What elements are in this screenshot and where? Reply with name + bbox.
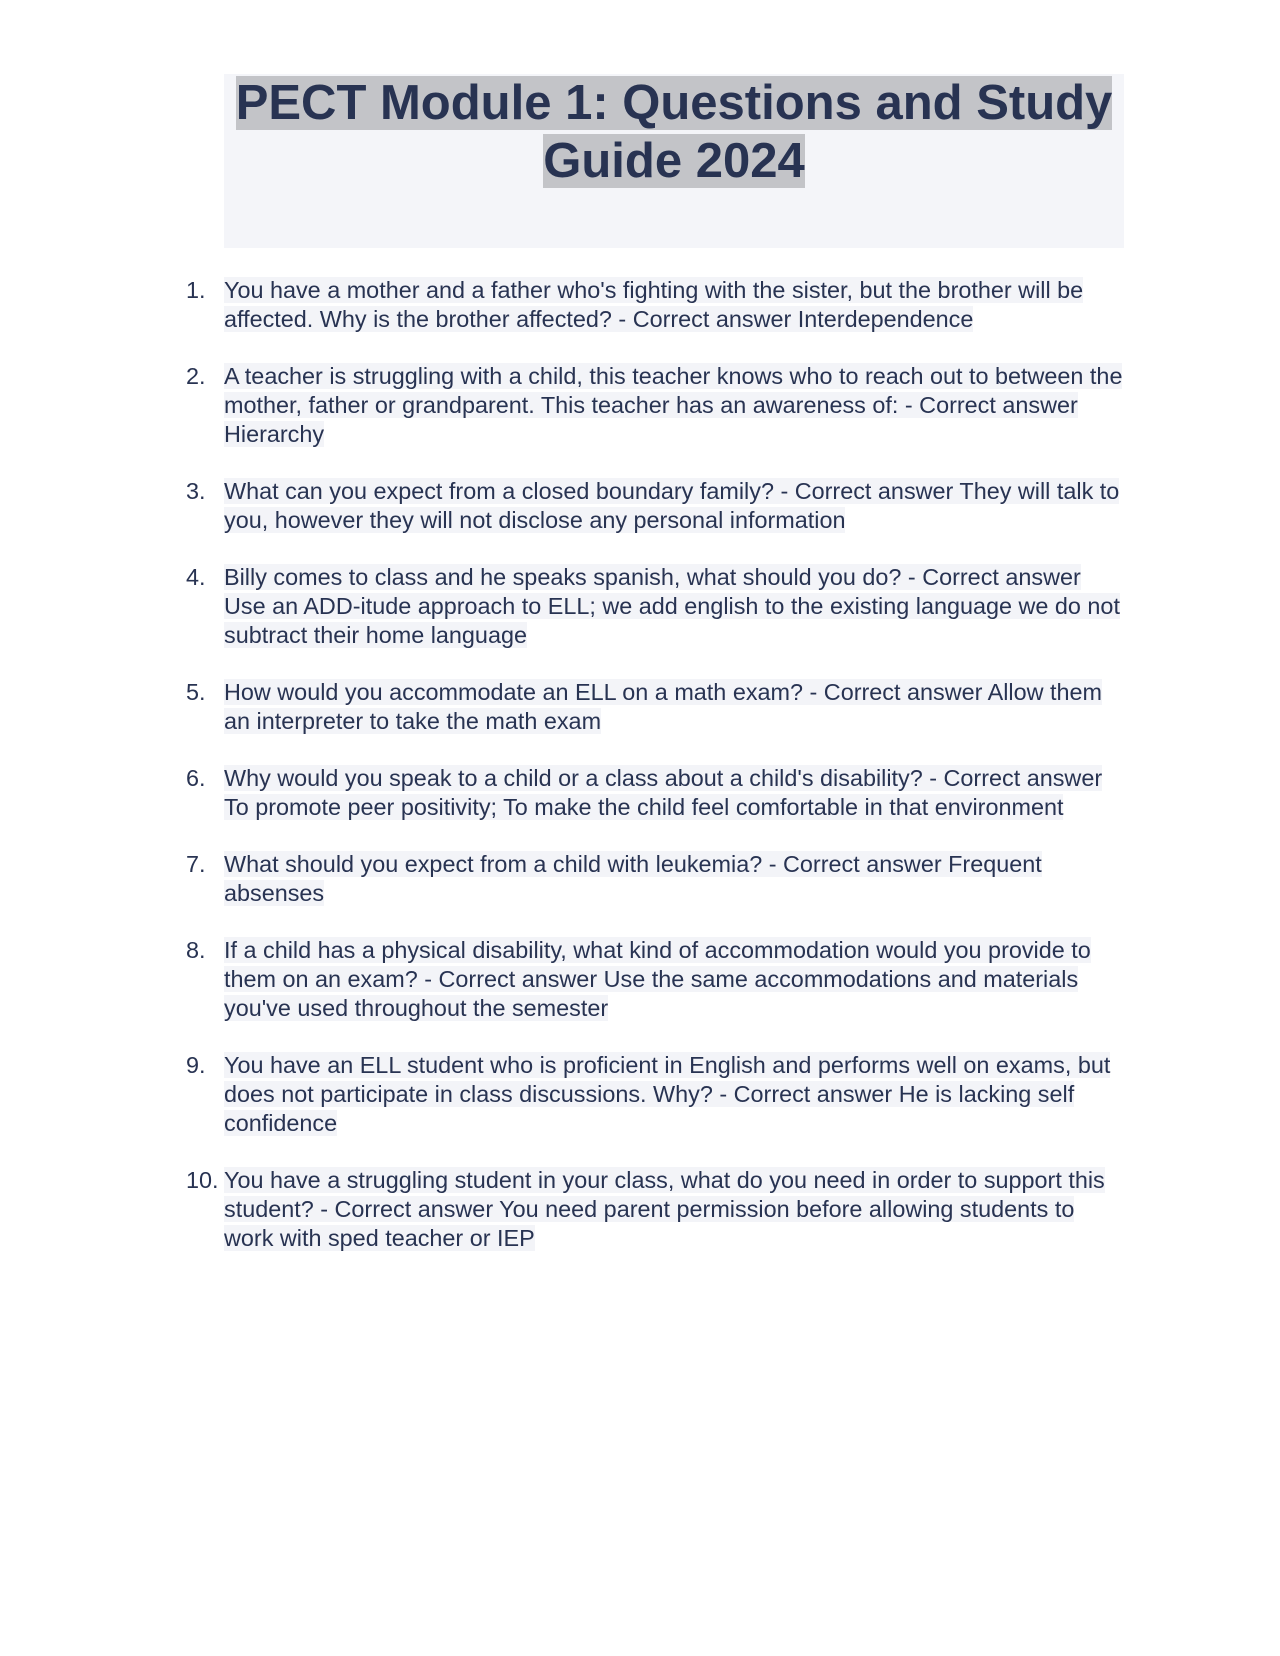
item-number: 6. (186, 765, 206, 791)
document-title (224, 74, 1124, 190)
item-text: Why would you speak to a child or a class about a child's disability? - Correct answer To promote peer positivity; To make the child feel comfortable in that environment (224, 765, 1103, 820)
item-text: You have a struggling student in your class, what do you need in order to support this student? - Correct answer You need parent permission before allowing students to work with sped teacher or IEP (224, 1167, 1105, 1251)
item-text: How would you accommodate an ELL on a math exam? - Correct answer Allow them an interpreter to take the math exam (224, 679, 1102, 734)
item-number: 10. (186, 1167, 219, 1193)
question-list (186, 276, 1126, 1274)
item-text: What should you expect from a child with leukemia? - Correct answer Frequent absenses (224, 851, 1042, 906)
item-text: A teacher is struggling with a child, this teacher knows who to reach out to between the mother, father or grandparent. This teacher has an awareness of: - Correct answer Hierarchy (224, 363, 1123, 447)
list-item (186, 477, 1126, 535)
document-title-text: PECT Module 1: Questions and Study Guide 2024 (235, 76, 1113, 188)
list-item (186, 362, 1126, 449)
item-text: You have an ELL student who is proficient in English and performs well on exams, but does not participate in class discussions. Why? - Correct answer He is lacking self confidence (224, 1052, 1111, 1136)
item-text: You have a mother and a father who's fighting with the sister, but the brother will be affected. Why is the brother affected? - Correct answer Interdependence (224, 277, 1084, 332)
list-item (186, 1166, 1126, 1253)
item-number: 2. (186, 363, 206, 389)
list-item (186, 936, 1126, 1023)
item-text: What can you expect from a closed boundary family? - Correct answer They will talk to you, however they will not disclose any personal information (224, 478, 1120, 533)
item-number: 4. (186, 564, 206, 590)
item-text: If a child has a physical disability, what kind of accommodation would you provide to them on an exam? - Correct answer Use the same accommodations and materials you've used throughout the semester (224, 937, 1091, 1021)
item-number: 3. (186, 478, 206, 504)
item-text: Billy comes to class and he speaks spanish, what should you do? - Correct answer Use an ADD-itude approach to ELL; we add english to the existing language we do not subtract their home language (224, 564, 1120, 648)
list-item (186, 563, 1126, 650)
item-number: 5. (186, 679, 206, 705)
item-number: 9. (186, 1052, 206, 1078)
list-item (186, 678, 1126, 736)
list-item (186, 764, 1126, 822)
title-block (224, 74, 1124, 248)
item-number: 8. (186, 937, 206, 963)
item-number: 7. (186, 851, 206, 877)
list-item (186, 850, 1126, 908)
item-number: 1. (186, 277, 206, 303)
list-item (186, 276, 1126, 334)
list-item (186, 1051, 1126, 1138)
